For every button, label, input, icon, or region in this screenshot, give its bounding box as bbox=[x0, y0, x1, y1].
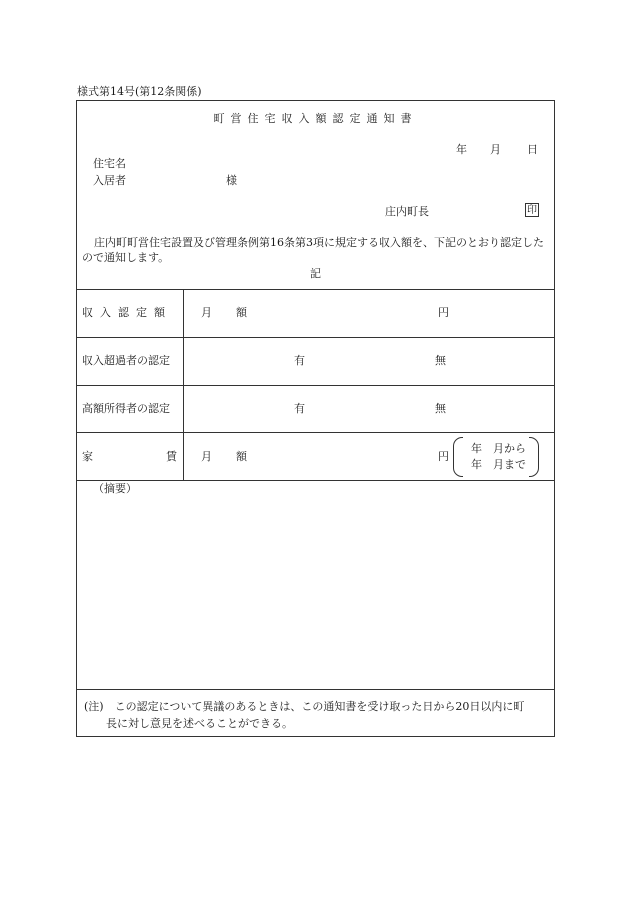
form-title: 町営住宅収入額認定通知書 bbox=[213, 112, 418, 125]
form-frame bbox=[76, 100, 555, 737]
income-amount-label: 額 bbox=[236, 306, 247, 319]
resident-label: 入居者 bbox=[93, 174, 126, 187]
high-income-yes: 有 bbox=[294, 402, 305, 415]
house-name-label: 住宅名 bbox=[93, 157, 126, 170]
over-income-yes: 有 bbox=[294, 354, 305, 367]
rent-label-right: 賃 bbox=[166, 450, 177, 463]
rent-month-label: 月 bbox=[201, 450, 212, 463]
row-divider bbox=[76, 432, 555, 433]
form-number: 様式第14号(第12条関係) bbox=[77, 85, 202, 98]
note-line-1: (注) この認定について異議のあるときは、この通知書を受け取った日から20日以内に町 bbox=[84, 700, 525, 713]
date-month-label: 月 bbox=[490, 143, 501, 156]
row-divider bbox=[76, 385, 555, 386]
table-top-border bbox=[76, 289, 555, 290]
rent-period-from: 年 月から bbox=[471, 442, 526, 455]
income-month-label: 月 bbox=[201, 306, 212, 319]
over-income-row-label: 収入超過者の認定 bbox=[82, 354, 170, 367]
label-column-divider bbox=[183, 289, 184, 480]
table-bottom-border bbox=[76, 480, 555, 481]
rent-amount-label: 額 bbox=[236, 450, 247, 463]
income-row-label: 収入認定額 bbox=[82, 306, 172, 319]
over-income-no: 無 bbox=[435, 354, 446, 367]
seal-mark: 印 bbox=[527, 205, 537, 216]
note-divider bbox=[76, 689, 555, 690]
notice-body: 庄内町町営住宅設置及び管理条例第16条第3項に規定する収入額を、下記のとおり認定したので通知します。 bbox=[82, 236, 544, 264]
note-line-2: 長に対し意見を述べることができる。 bbox=[106, 717, 293, 730]
rent-yen-label: 円 bbox=[438, 450, 449, 463]
income-yen-label: 円 bbox=[438, 306, 449, 319]
high-income-row-label: 高額所得者の認定 bbox=[82, 402, 170, 415]
ki-heading: 記 bbox=[310, 267, 321, 280]
date-year-label: 年 bbox=[456, 143, 467, 156]
high-income-no: 無 bbox=[435, 402, 446, 415]
summary-label: （摘要） bbox=[93, 482, 137, 495]
row-divider bbox=[76, 337, 555, 338]
rent-label-left: 家 bbox=[82, 450, 93, 463]
date-day-label: 日 bbox=[527, 143, 538, 156]
issuer-title: 庄内町長 bbox=[385, 205, 429, 218]
honorific-label: 様 bbox=[226, 174, 237, 187]
rent-period-until: 年 月まで bbox=[471, 458, 526, 471]
